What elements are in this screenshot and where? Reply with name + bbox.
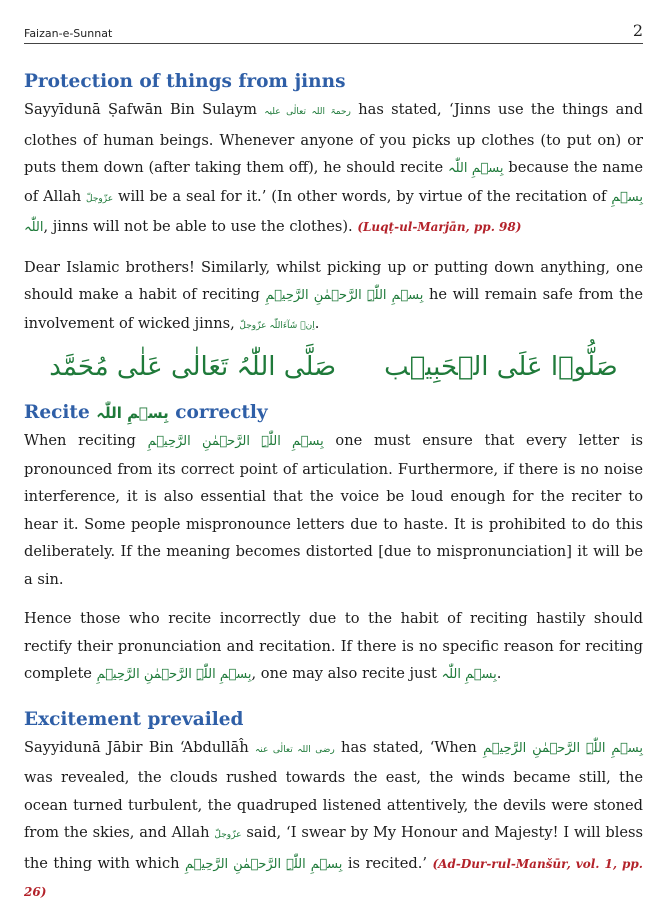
durood-part-1: صَلُّوۡا عَلَی الۡحَبِیۡب [384,352,618,382]
paragraph-recite-1 [24,427,643,593]
text-run: Dear Islamic brothers! Similarly, whilst picking up or putting down anything, one should make a habit of reciting [24,258,643,303]
heading-text: correctly [168,402,268,423]
section-heading-recite [24,402,643,423]
bismillah-arabic: بِسۡمِ اللّٰہ [447,161,504,176]
reference-citation: (Ad-Dur-rul-Manšūr, vol. 1, pp. 26) [24,856,643,899]
azzawajal-arabic: عزّوجلّ [214,830,242,840]
text-run: Sayyīdunā Ṣafwān Bin Sulaym [24,101,265,118]
text-run: he will remain safe from the involvement of wicked jinns, [24,286,643,332]
paragraph-protection-2 [24,254,643,341]
page-number: 2 [632,21,643,40]
bismillah-arabic: بِسۡمِ اللّٰہ [441,667,497,682]
heading-text: Recite [24,402,97,423]
durood-part-2: صَلَّی اللّٰہُ تَعَالٰی عَلٰی مُحَمَّد [49,352,337,382]
honorific-arabic: رحمۃ اللہ تعالٰی علیہ [264,107,351,117]
text-run: Sayyidunā Jābir Bin ‘Abdullāĥ [24,738,256,756]
bismillah-arabic: بِسۡمِ اللّٰہ [24,189,643,235]
paragraph-recite-2 [24,605,643,689]
book-title: Faizan-e-Sunnat [24,27,113,40]
bismillah-full-arabic: بِسۡمِ اللّٰہِ الرَّحۡمٰنِ الرَّحِیۡمِ [96,667,252,682]
text-run: . [314,314,320,332]
honorific-arabic: رضی اللہ تعالٰی عنہ [255,744,335,755]
bismillah-arabic: بِسۡمِ اللّٰہ [96,404,169,422]
reference-citation: (Luqṭ-ul-Marjān, pp. 98) [357,220,522,234]
text-run: . [496,665,502,682]
paragraph-excitement-1 [24,734,643,907]
text-run: is recited.’ [342,854,433,872]
running-header [24,0,643,44]
text-run: , one may also recite just [251,665,442,682]
bismillah-full-arabic: بِسۡمِ اللّٰہِ الرَّحۡمٰنِ الرَّحِیۡمِ [147,434,324,449]
text-run: will be a seal for it.’ (In other words, by virtue of the recitation of [113,187,612,205]
section-heading-protection: Protection of things from jinns [24,71,346,92]
text-run: Hence those who recite incorrectly due to the habit of reciting hastily should rectify their pronunciation and recitation. If there is no specific reason for reciting complete [24,610,643,682]
text-run: said, ‘I swear by My Honour and Majesty! I will bless the thing with which [24,824,643,872]
bismillah-full-arabic: بِسۡمِ اللّٰہِ الرَّحۡمٰنِ الرَّحِیۡمِ [483,740,643,756]
text-run: one must ensure that every letter is pronounced from its correct point of articulation. Furthermore, if there is no noise interference, it is also essential that the voice be loud enough for the reciter to hear it. Some people mispronounce letters due to haste. It is prohibited to do this deliberately. If the meaning becomes distorted [due to mispronunciation] it will be a sin. [24,432,643,588]
azzawajal-arabic: عزّوجلّ [86,193,114,204]
text-run: because the name of Allah [24,159,643,205]
inshallah-arabic: اِنۡ شَآءَاللّٰہ عزّوجلّ [239,320,315,331]
text-run: has stated, ‘When [334,738,484,756]
text-run: has stated, ‘Jinns use the things and clothes of human beings. Whenever anyone of you picks up clothes (to put on) or puts them down (after taking them off), he should recite [24,101,644,176]
text-run: , jinns will not be able to use the clothes). [43,218,358,235]
durood-line [24,352,643,382]
paragraph-protection-1 [24,96,643,242]
text-run: When reciting [24,432,148,449]
bismillah-full-arabic: بِسۡمِ اللّٰہِ الرَّحۡمٰنِ الرَّحِیۡمِ [265,288,424,303]
bismillah-full-arabic: بِسۡمِ اللّٰہِ الرَّحۡمٰنِ الرَّحِیۡمِ [184,856,343,872]
text-run: was revealed, the clouds rushed towards the east, the winds became still, the ocean turned turbulent, the quadruped listened attentively, the devils were stoned from the skies, and Allah [24,769,643,841]
section-heading-excitement: Excitement prevailed [24,708,244,730]
